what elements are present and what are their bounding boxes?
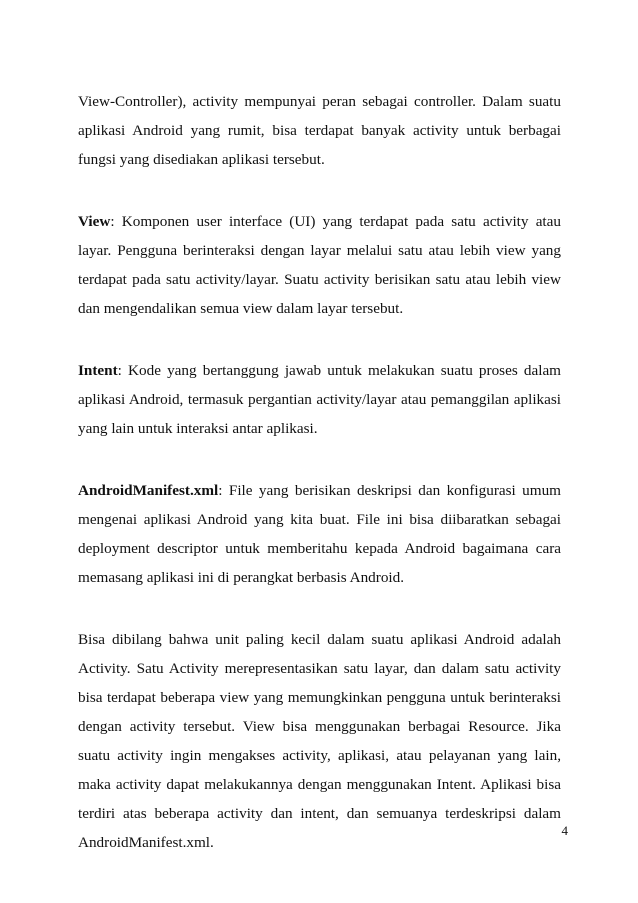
term-androidmanifest: AndroidManifest.xml — [78, 482, 219, 499]
paragraph-view-definition — [78, 207, 561, 323]
term-intent: Intent — [78, 362, 118, 379]
term-view: View — [78, 213, 111, 230]
term-separator: : — [117, 362, 129, 379]
paragraph-activity-summary — [78, 625, 561, 857]
paragraph-mvc-controller — [78, 87, 561, 174]
term-separator: : — [110, 213, 122, 230]
term-separator: : — [218, 482, 229, 499]
paragraph-text: View-Controller), activity mempunyai peran sebagai controller. Dalam suatu aplikasi Android yang rumit, bisa terdapat banyak activity untuk berbagai fungsi yang disediakan aplikasi tersebut. — [78, 93, 561, 168]
paragraph-text: Bisa dibilang bahwa unit paling kecil dalam suatu aplikasi Android adalah Activity. Satu Activity merepresentasikan satu layar, dan dalam satu activity bisa terdapat beberapa view yang memungkinkan pengguna untuk berinteraksi dengan activity tersebut. View bisa menggunakan berbagai Resource. Jika suatu activity ingin mengakses activity, aplikasi, atau pelayanan yang lain, maka activity dapat melakukannya dengan menggunakan Intent. Aplikasi bisa terdiri atas beberapa activity dan intent, dan semuanya terdeskripsi dalam AndroidManifest.xml. — [78, 631, 561, 851]
paragraph-text: Komponen user interface (UI) yang terdapat pada satu activity atau layar. Pengguna berinteraksi dengan layar melalui satu atau lebih view yang terdapat pada satu activity/layar. Suatu activity berisikan satu atau lebih view dan mengendalikan semua view dalam layar tersebut. — [78, 213, 561, 317]
paragraph-text: Kode yang bertanggung jawab untuk melakukan suatu proses dalam aplikasi Android, termasuk pergantian activity/layar atau pemanggilan aplikasi yang lain untuk interaksi antar aplikasi. — [78, 362, 561, 437]
paragraph-text: File yang berisikan deskripsi dan konfigurasi umum mengenai aplikasi Android yang kita buat. File ini bisa diibaratkan sebagai deployment descriptor untuk memberitahu kepada Android bagaimana cara memasang aplikasi ini di perangkat berbasis Android. — [78, 482, 561, 586]
paragraph-intent-definition — [78, 356, 561, 443]
paragraph-manifest-definition — [78, 476, 561, 592]
page-body — [78, 87, 561, 857]
page-number: 4 — [561, 823, 568, 838]
